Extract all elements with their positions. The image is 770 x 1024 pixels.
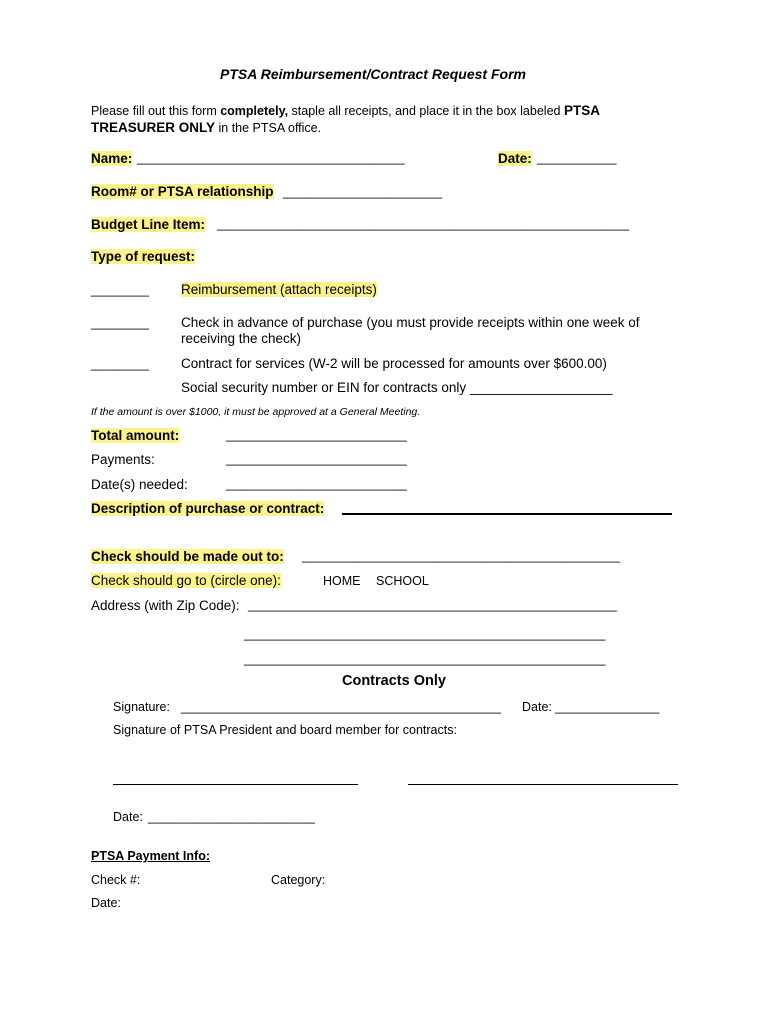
payments-label: Payments: [91,452,155,467]
president-signature-field[interactable] [113,784,358,785]
payments-field[interactable]: _________________________ [226,451,407,466]
name-field[interactable]: _____________________________________ [137,150,405,165]
reimbursement-blank[interactable]: ________ [91,282,149,297]
president-signature-label: Signature of PTSA President and board member for contracts: [113,723,457,737]
ssn-field[interactable]: Social security number or EIN for contracts only ___________________ [181,380,613,395]
category-label: Category: [271,873,326,887]
total-amount-label: Total amount: [91,428,180,443]
date-label: Date: [498,151,532,166]
payment-info-heading: PTSA Payment Info: [91,849,210,863]
check-advance-blank[interactable]: ________ [91,315,149,330]
option-school[interactable]: SCHOOL [376,574,429,588]
address-field-3[interactable]: __________________________________________________ [244,651,606,666]
intro-bold-completely: completely, [220,104,289,118]
check-advance-option-line1: Check in advance of purchase (you must provide receipts within one week of [181,315,640,330]
payment-date-label: Date: [91,896,121,910]
form-title: PTSA Reimbursement/Contract Request Form [220,66,526,82]
dates-needed-label: Date(s) needed: [91,477,188,492]
approval-note: If the amount is over $1000, it must be approved at a General Meeting. [91,406,421,418]
contract-date-field[interactable]: _______________ [555,700,660,714]
intro-text-1: Please fill out this form [91,104,221,118]
intro-line-1 [91,103,600,118]
signature-label: Signature: [113,700,170,714]
reimbursement-option: Reimbursement (attach receipts) [181,282,377,297]
description-label: Description of purchase or contract: [91,501,325,516]
budget-label: Budget Line Item: [91,217,205,232]
dates-needed-field[interactable]: _________________________ [226,476,407,491]
address-label: Address (with Zip Code): [91,598,240,613]
contract-date-label: Date: [522,700,552,714]
board-member-signature-field[interactable] [408,784,678,785]
intro-text-3: in the PTSA office. [215,121,322,135]
signature-field[interactable]: ______________________________________________ [181,700,501,714]
room-field[interactable]: ______________________ [283,184,443,199]
type-label: Type of request: [91,249,196,264]
contract-option: Contract for services (W-2 will be processed for amounts over $600.00) [181,356,607,371]
check-advance-option-line2: receiving the check) [181,331,302,346]
description-field[interactable] [342,513,672,515]
intro-bold-ptsa: PTSA [563,103,600,118]
address-field-2[interactable]: __________________________________________________ [244,626,606,641]
contract-date2-label: Date: [113,810,143,824]
date-field[interactable]: ___________ [537,150,617,165]
check-made-out-field[interactable]: ____________________________________________ [302,548,621,563]
check-number-label: Check #: [91,873,141,887]
contract-blank[interactable]: ________ [91,356,149,371]
intro-line-2 [91,120,321,135]
name-label: Name: [91,151,133,166]
room-label: Room# or PTSA relationship [91,184,274,199]
intro-text-2: staple all receipts, and place it in the box labeled [288,104,564,118]
contracts-heading: Contracts Only [342,673,446,689]
check-made-out-label: Check should be made out to: [91,549,284,564]
address-field-1[interactable]: ___________________________________________________ [248,597,617,612]
contract-date2-field[interactable]: ________________________ [148,810,315,824]
budget-field[interactable]: _________________________________________________________ [217,216,630,231]
option-home[interactable]: HOME [323,574,361,588]
intro-bold-treasurer: TREASURER ONLY [91,120,216,135]
check-go-to-label: Check should go to (circle one): [91,573,281,588]
total-amount-field[interactable]: _________________________ [226,427,407,442]
